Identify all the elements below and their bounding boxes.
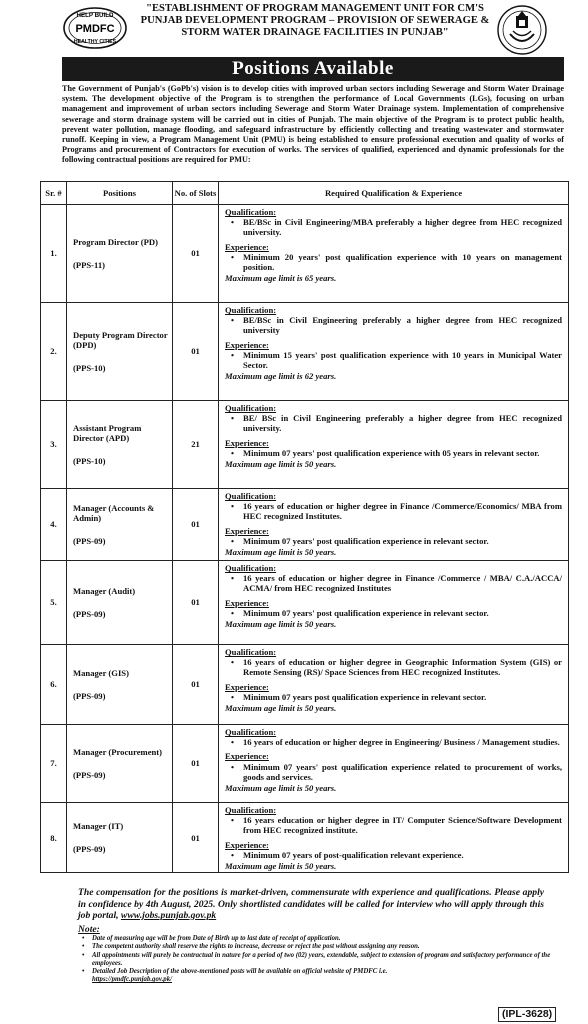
table-row: [41, 205, 569, 303]
pay-scale: (PPS-10): [73, 455, 106, 466]
requirements-cell: [219, 489, 569, 561]
position-title: Manager (IT): [73, 821, 124, 832]
row-number: 2.: [41, 303, 67, 401]
table-row: [41, 645, 569, 725]
position-title: Manager (Accounts & Admin): [73, 503, 155, 524]
age-limit: Maximum age limit is 65 years.: [225, 273, 337, 284]
position-title: Manager (GIS): [73, 668, 129, 679]
qualification-label: Qualification:: [225, 403, 277, 413]
slots-count: 01: [173, 561, 219, 645]
pmdfc-website-link[interactable]: https://pmdfc.punjab.gov.pk/: [92, 976, 172, 984]
table-row: [41, 725, 569, 803]
position-title: Manager (Procurement): [73, 747, 163, 758]
experience-item: • Minimum 07 years of post-qualification relevant experience.: [231, 849, 464, 860]
advertisement-title: "ESTABLISHMENT OF PROGRAM MANAGEMENT UNIT FOR CM'S PUNJAB DEVELOPMENT PROGRAM – PROVISION OF SEWERAGE & STORM WATER DRAINAGE FACILITIES IN PUNJAB": [140, 3, 490, 39]
age-limit: Maximum age limit is 50 years.: [225, 547, 337, 558]
pay-scale: (PPS-10): [73, 362, 106, 373]
row-number: 4.: [41, 489, 67, 561]
position-cell: [67, 205, 173, 303]
requirements-cell: [219, 401, 569, 489]
position-cell: [67, 561, 173, 645]
age-limit: Maximum age limit is 62 years.: [225, 371, 337, 382]
position-cell: [67, 489, 173, 561]
qualification-label: Qualification:: [225, 647, 277, 657]
position-cell: [67, 725, 173, 803]
experience-item: • Minimum 07 years' post qualification experience in relevant sector.: [231, 535, 489, 546]
qualification-item: • 16 years of education or higher degree in Finance /Commerce / MBA/ C.A./ACCA/ ACMA/ from HEC recognized Institutes: [231, 573, 562, 594]
qualification-label: Qualification:: [225, 491, 277, 501]
age-limit: Maximum age limit is 50 years.: [225, 703, 337, 714]
experience-label: Experience:: [225, 681, 269, 692]
slots-count: 21: [173, 401, 219, 489]
experience-label: Experience:: [225, 751, 269, 762]
experience-item: • Minimum 07 years post qualification experience in relevant sector.: [231, 691, 487, 702]
pay-scale: (PPS-09): [73, 769, 106, 780]
position-cell: [67, 803, 173, 873]
row-number: 1.: [41, 205, 67, 303]
table-header-row: [41, 182, 569, 205]
slots-count: 01: [173, 725, 219, 803]
row-number: 7.: [41, 725, 67, 803]
notes-list: [82, 935, 554, 985]
slots-count: 01: [173, 803, 219, 873]
job-portal-link[interactable]: www.jobs.punjab.gov.pk: [120, 910, 217, 921]
compensation-text: The compensation for the positions is market-driven, commensurate with experience and qualifications. Please apply in confidence by: [78, 887, 544, 910]
experience-label: Experience:: [225, 437, 269, 448]
age-limit: Maximum age limit is 50 years.: [225, 459, 337, 470]
table-row: [41, 489, 569, 561]
note-item: • All appointments will purely be contractual in nature for a period of two (02) years, extendable, subject to extension of program and satisfactory performance of the employees.: [82, 951, 551, 967]
qualification-item: • BE/BSc in Civil Engineering preferably a higher degree from HEC recognized university: [231, 315, 562, 336]
experience-label: Experience:: [225, 839, 269, 850]
header-sr: Sr. #: [41, 182, 67, 205]
header-positions: Positions: [67, 182, 173, 205]
logo-top-text: HELP BUILD: [76, 12, 114, 19]
age-limit: Maximum age limit is 50 years.: [225, 619, 337, 630]
positions-table: [40, 181, 569, 873]
position-title: Program Director (PD): [73, 237, 158, 248]
qualification-item: • 16 years education or higher degree in IT/ Computer Science/Software Development from HEC recognized institute.: [231, 815, 562, 836]
row-number: 3.: [41, 401, 67, 489]
requirements-cell: [219, 561, 569, 645]
pay-scale: (PPS-09): [73, 843, 106, 854]
header-requirements: Required Qualification & Experience: [219, 182, 569, 205]
qualification-label: Qualification:: [225, 305, 277, 315]
qualification-label: Qualification:: [225, 207, 277, 217]
table-row: [41, 803, 569, 873]
logo-bottom-text: HEALTHY CITIES: [73, 39, 117, 45]
experience-label: Experience:: [225, 525, 269, 536]
header-slots: No. of Slots: [173, 182, 219, 205]
position-cell: [67, 645, 173, 725]
pay-scale: (PPS-11): [73, 259, 105, 270]
qualification-label: Qualification:: [225, 563, 277, 573]
position-cell: [67, 401, 173, 489]
slots-count: 01: [173, 489, 219, 561]
deadline-date: 4th August, 2025.: [145, 898, 216, 910]
pay-scale: (PPS-09): [73, 690, 106, 701]
note-item: • Detailed Job Description of the above-mentioned posts will be available on official website of PMDFC i.e. https://pmdfc.punjab.gov.pk/: [82, 968, 388, 984]
qualification-item: • BE/BSc in Civil Engineering/MBA preferably a higher degree from HEC recognized university.: [231, 217, 562, 238]
pay-scale: (PPS-09): [73, 535, 106, 546]
experience-item: • Minimum 07 years' post qualification experience in relevant sector.: [231, 607, 489, 618]
requirements-cell: [219, 303, 569, 401]
qualification-item: • 16 years of education or higher degree in Finance /Commerce/Economics/ MBA from HEC recognized Institutes.: [231, 501, 562, 522]
experience-label: Experience:: [225, 339, 269, 350]
experience-label: Experience:: [225, 241, 269, 252]
qualification-item: • 16 years of education or higher degree in Geographic Information System (GIS) or Remote Sensing (RS)/ Space Sciences from HEC recognized Institutes.: [231, 657, 562, 678]
experience-item: • Minimum 07 years' post qualification experience related to procurement of works, goods and services.: [231, 761, 562, 782]
compensation-paragraph: [78, 887, 544, 922]
position-title: Manager (Audit): [73, 586, 136, 597]
intro-paragraph: The Government of Punjab's (GoPb's) vision is to develop cities with improved urban sectors including Sewerage and Storm Water Drainage system. The development objective of the Program is to strengthen the performance of Local Governments (LGs), focusing on urban management and improvement of urban sectors including Sewerage and Storm Water Drainage system. Implementation of comprehensive sewerage and storm drainage system will be carried out in cities of Punjab. The main objective of the Program is to protect public health, prevent water pollution, manage flooding, and safeguard infrastructure by efficiently collecting and treating wastewater and stormwater runoff. Keeping in view, a Program Management Unit (PMU) is being established to ensure professional execution and quality of works of Programs and procurement of Contractors for execution of works. The services of qualified, experienced and dynamic professionals for the following contractual positions are required for PMU:: [62, 84, 564, 165]
slots-count: 01: [173, 205, 219, 303]
requirements-cell: [219, 205, 569, 303]
experience-item: • Minimum 20 years' post qualification experience with 10 years on management position.: [231, 251, 562, 273]
row-number: 6.: [41, 645, 67, 725]
qualification-label: Qualification:: [225, 805, 277, 815]
table-row: [41, 303, 569, 401]
slots-count: 01: [173, 645, 219, 725]
row-number: 8.: [41, 803, 67, 873]
requirements-cell: [219, 725, 569, 803]
experience-label: Experience:: [225, 597, 269, 608]
requirements-cell: [219, 803, 569, 873]
note-item: • Date of measuring age will be from Date of Birth up to last date of receipt of application.: [82, 935, 341, 942]
qualification-item: • BE/ BSc in Civil Engineering preferably a higher degree from HEC recognized university.: [231, 413, 562, 434]
pmdfc-logo: [62, 6, 128, 50]
header: [0, 0, 588, 56]
note-label: Note:: [78, 924, 100, 935]
age-limit: Maximum age limit is 50 years.: [225, 783, 337, 794]
table-row: [41, 401, 569, 489]
logo-middle-text: PMDFC: [75, 23, 115, 35]
shortlist-text: Only shortlisted candidates will be called for interview who will apply through this job portal,: [78, 898, 544, 921]
requirements-cell: [219, 645, 569, 725]
age-limit: Maximum age limit is 50 years.: [225, 861, 337, 872]
pay-scale: (PPS-09): [73, 608, 106, 619]
experience-item: • Minimum 15 years' post qualification experience with 10 years in Municipal Water Sector.: [231, 349, 562, 371]
position-cell: [67, 303, 173, 401]
qualification-label: Qualification:: [225, 727, 277, 737]
row-number: 5.: [41, 561, 67, 645]
note-item: • The competent authority shall reserve the rights to increase, decrease or reject the post without assigning any reason.: [82, 943, 420, 951]
position-title: Assistant Program Director (APD): [73, 423, 142, 444]
punjab-government-emblem: [496, 4, 548, 56]
reference-number: (IPL-3628): [498, 1007, 556, 1022]
qualification-item: • 16 years of education or higher degree in Engineering/ Business / Management studies.: [231, 737, 560, 748]
table-row: [41, 561, 569, 645]
experience-item: • Minimum 07 years' post qualification experience with 05 years in relevant sector.: [231, 447, 540, 458]
positions-available-banner: Positions Available: [62, 57, 564, 81]
position-title: Deputy Program Director (DPD): [73, 330, 168, 351]
slots-count: 01: [173, 303, 219, 401]
